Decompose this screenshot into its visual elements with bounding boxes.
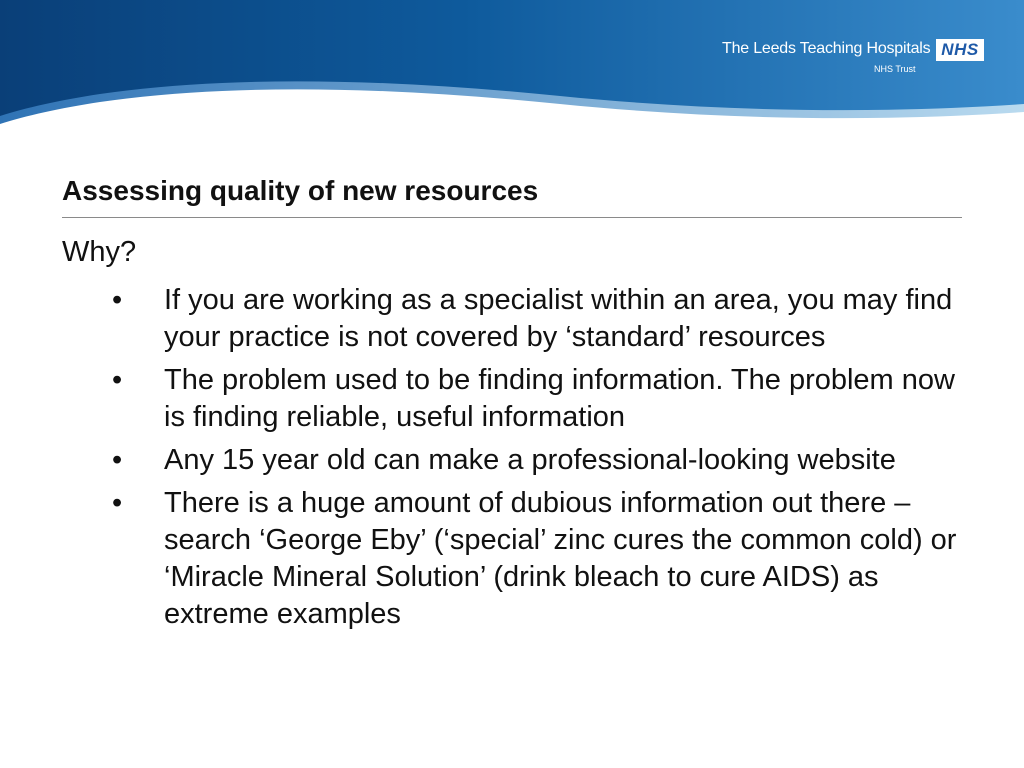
bullet-text: If you are working as a specialist within an area, you may find your practice is not covered by ‘standard’ resources — [164, 284, 953, 353]
org-name: The Leeds Teaching Hospitals — [722, 40, 931, 57]
intro-text: Why? — [62, 236, 137, 268]
list-item — [112, 282, 972, 356]
bullet-icon: • — [112, 487, 123, 519]
nhs-logo: NHS — [936, 39, 984, 61]
title-divider — [62, 217, 962, 218]
org-subtitle: NHS Trust — [874, 64, 916, 74]
bullet-icon: • — [112, 444, 123, 476]
bullet-icon: • — [112, 364, 123, 396]
bullet-text: There is a huge amount of dubious information out there – search ‘George Eby’ (‘special’ zinc cures the common cold) or ‘Miracle Mineral Solution’ (drink bleach to cure AIDS) as extreme examples — [164, 487, 957, 630]
header-banner — [0, 0, 1024, 140]
list-item — [112, 485, 972, 633]
bullet-text: The problem used to be finding information. The problem now is finding reliable, useful information — [164, 364, 955, 433]
slide-title: Assessing quality of new resources — [62, 175, 539, 206]
bullet-icon: • — [112, 284, 123, 316]
bullet-text: Any 15 year old can make a professional-looking website — [164, 444, 896, 476]
list-item — [112, 362, 972, 436]
bullet-list — [112, 282, 972, 639]
list-item — [112, 442, 972, 479]
